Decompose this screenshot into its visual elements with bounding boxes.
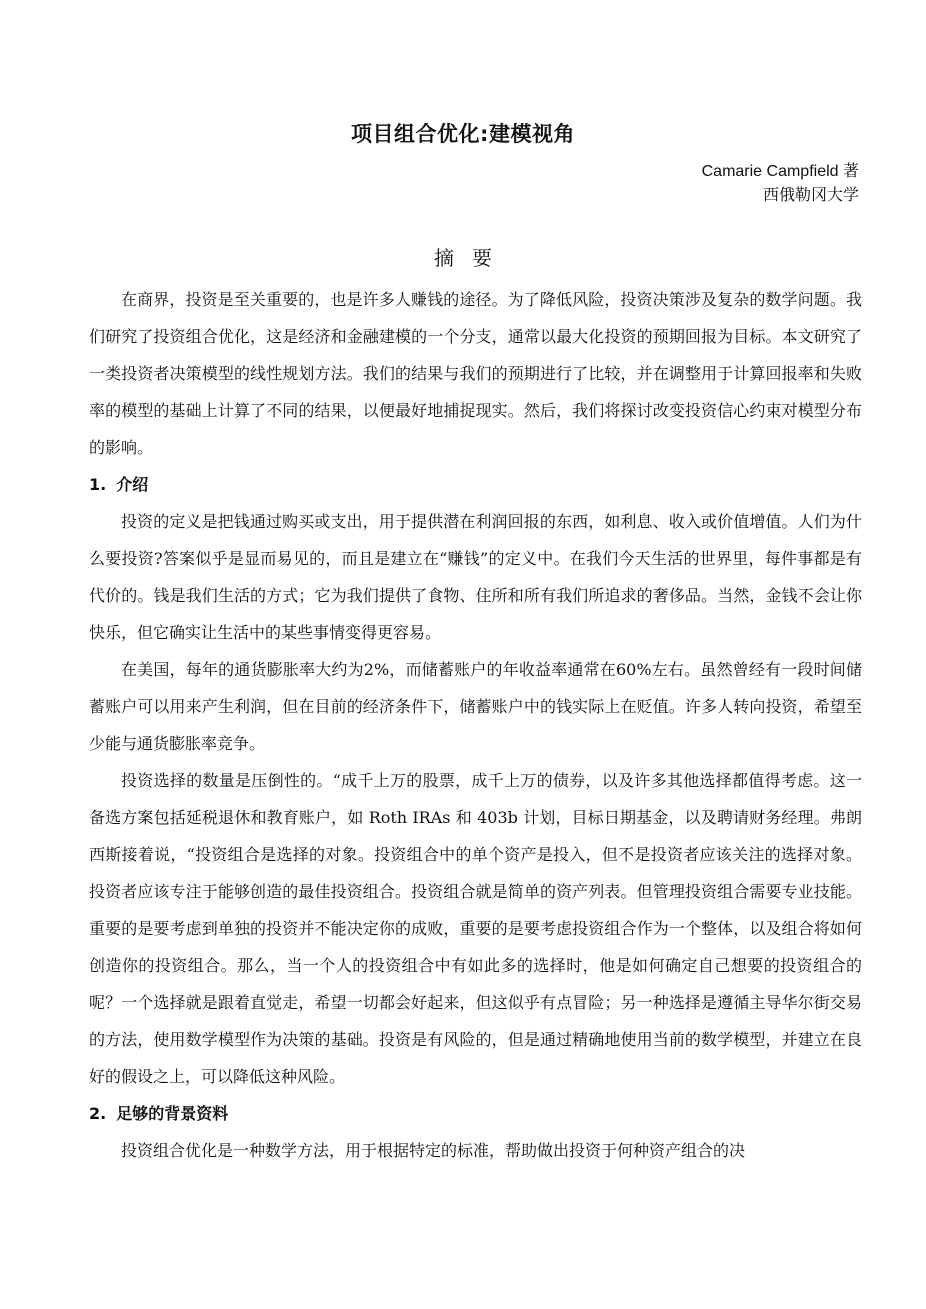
section-heading-introduction [89,466,862,503]
intro-paragraph-2: 在美国，每年的通货膨胀率大约为2%，而储蓄账户的年收益率通常在60%左右。虽然曾经有一段时间储蓄账户可以用来产生利润，但在目前的经济条件下，储蓄账户中的钱实际上在贬值。许多人转向投资，希望至少能与通货膨胀率竞争。 [89,660,862,753]
body-text [89,281,862,1169]
abstract-paragraph: 在商界，投资是至关重要的，也是许多人赚钱的途径。为了降低风险，投资决策涉及复杂的数学问题。我们研究了投资组合优化，这是经济和金融建模的一个分支，通常以最大化投资的预期回报为目标。本文研究了一类投资者决策模型的线性规划方法。我们的结果与我们的预期进行了比较，并在调整用于计算回报率和失败率的模型的基础上计算了不同的结果，以便最好地捕捉现实。然后，我们将探讨改变投资信心约束对模型分布的影响。 [89,290,862,457]
section-title: 足够的背景资料 [116,1104,229,1123]
section-number: 2. [89,1104,107,1123]
section-title: 介绍 [116,475,149,494]
intro-paragraph-3: 投资选择的数量是压倒性的。“成千上万的股票，成千上万的债券，以及许多其他选择都值得考虑。这一备选方案包括延税退休和教育账户，如 Roth IRAs 和 403b 计划，目标日期基金，以及聘请财务经理。弗朗西斯接着说，“投资组合是选择的对象。投资组合中的单个资产是投入，但不是投资者应该关注的选择对象。投资者应该专注于能够创造的最佳投资组合。投资组合就是简单的资产列表。但管理投资组合需要专业技能。重要的是要考虑到单独的投资并不能决定你的成败，重要的是要考虑投资组合作为一个整体，以及组合将如何创造你的投资组合。那么，当一个人的投资组合中有如此多的选择时，他是如何确定自己想要的投资组合的呢？一个选择就是跟着直觉走，希望一切都会好起来，但这似乎有点冒险；另一种选择是遵循主导华尔街交易的方法，使用数学模型作为决策的基础。投资是有风险的，但是通过精确地使用当前的数学模型，并建立在良好的假设之上，可以降低这种风险。 [89,771,862,1086]
intro-paragraph-1: 投资的定义是把钱通过购买或支出，用于提供潜在利润回报的东西，如利息、收入或价值增值。人们为什么要投资?答案似乎是显而易见的，而且是建立在“赚钱”的定义中。在我们今天生活的世界里，每件事都是有代价的。钱是我们生活的方式；它为我们提供了食物、住所和所有我们所追求的奢侈品。当然，金钱不会让你快乐，但它确实让生活中的某些事情变得更容易。 [89,512,862,642]
author-name: Camarie Campfield 著 [701,163,859,180]
background-paragraph-1: 投资组合优化是一种数学方法，用于根据特定的标准，帮助做出投资于何种资产组合的决 [121,1141,746,1160]
section-number: 1. [89,475,107,494]
paper-title: 项目组合优化:建模视角 [351,122,575,146]
abstract-heading: 摘要 [434,246,510,270]
author-block [702,160,859,208]
section-heading-background [89,1095,862,1132]
author-affiliation: 西俄勒冈大学 [762,187,859,204]
